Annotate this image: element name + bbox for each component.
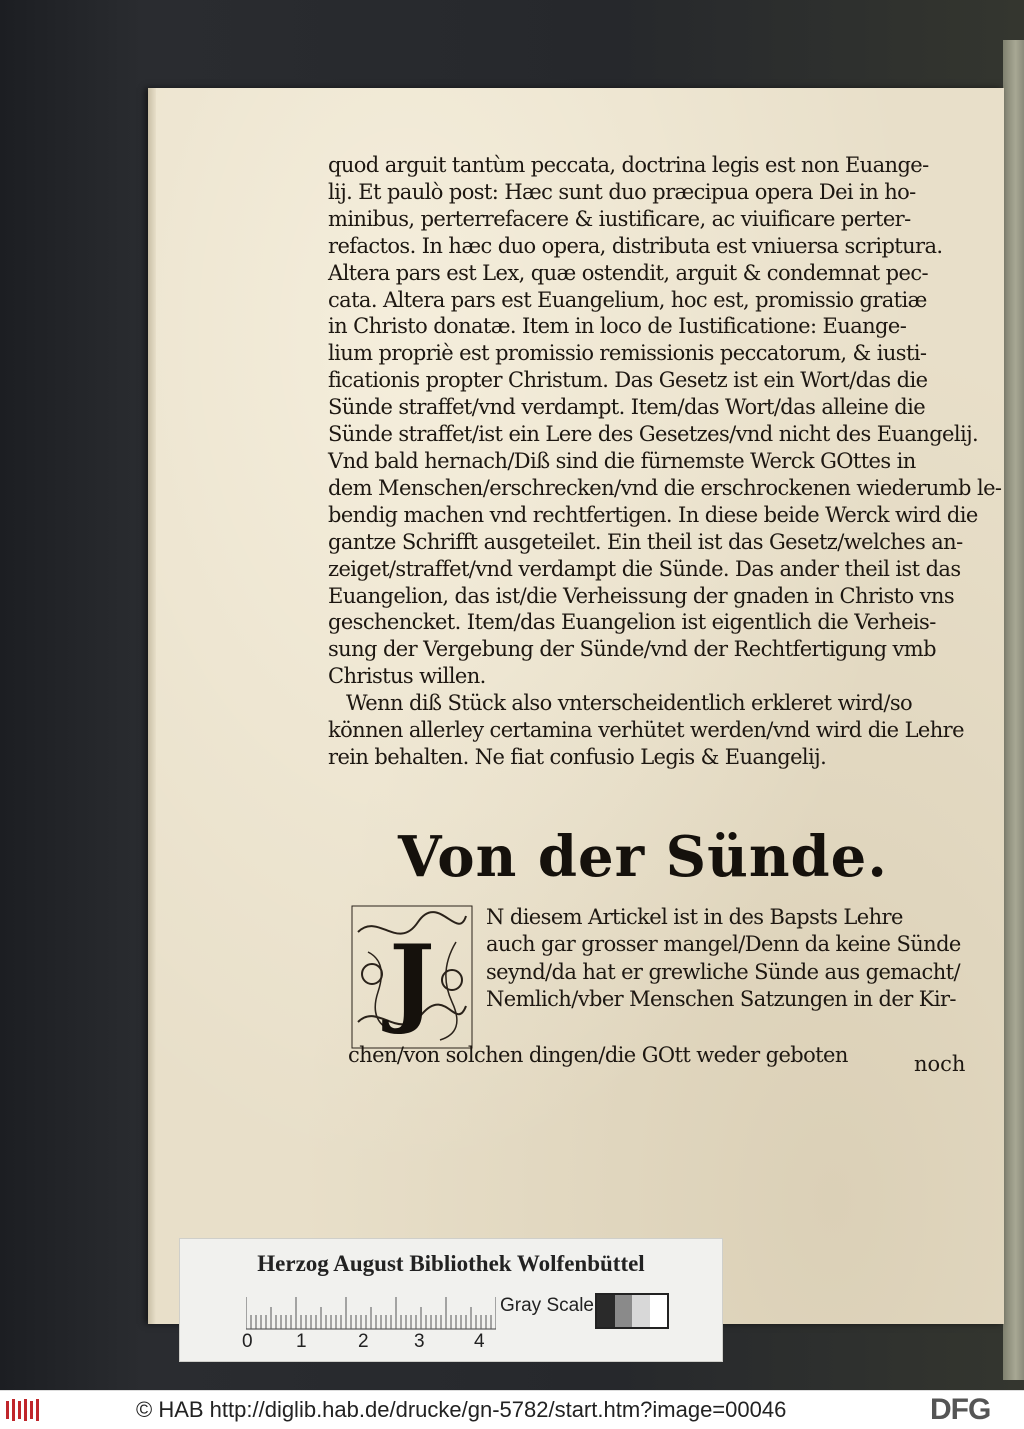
text-line: bendig machen vnd rechtfertigen. In diese beide Werck wird die xyxy=(328,502,978,527)
grayscale-swatches xyxy=(595,1293,669,1329)
text-line: refactos. In hæc duo opera, distributa est vniuersa scriptura. xyxy=(328,233,943,258)
swatch-light xyxy=(632,1295,650,1327)
text-line: minibus, perterrefacere & iustificare, ac viuificare perter- xyxy=(328,206,911,231)
text-line: ficationis propter Christum. Das Gesetz ist ein Wort/das die xyxy=(328,368,928,393)
color-target-strip xyxy=(179,1238,723,1362)
text-line: auch gar grosser mangel/Denn da keine Sünde xyxy=(486,932,961,957)
catchword: noch xyxy=(914,1052,966,1076)
section-text-full xyxy=(348,1042,968,1069)
swatch-white xyxy=(650,1295,668,1327)
text-line: können allerley certamina verhütet werden/vnd wird die Lehre xyxy=(328,718,964,743)
text-line: Christus willen. xyxy=(328,664,486,689)
text-line: zeiget/straffet/vnd verdampt die Sünde. Das ander theil ist das xyxy=(328,556,961,581)
ornament-icon xyxy=(348,902,476,1052)
text-line: N diesem Artickel ist in des Bapsts Lehre xyxy=(486,905,903,929)
page-edge xyxy=(148,88,156,1324)
grayscale-label: Gray Scale xyxy=(500,1295,594,1316)
text-line: Nemlich/vber Menschen Satzungen in der Kir- xyxy=(486,987,956,1012)
ruler-icon xyxy=(246,1293,496,1333)
library-title: Herzog August Bibliothek Wolfenbüttel xyxy=(257,1251,645,1276)
ruler-label: 3 xyxy=(414,1331,425,1352)
text-line: seynd/da hat er grewliche Sünde aus gemacht/ xyxy=(486,959,960,984)
ruler-label: 1 xyxy=(296,1331,307,1352)
hab-logo-icon xyxy=(4,1397,44,1423)
text-line: Wenn diß Stück also vnterscheidentlich erkleret wird/so xyxy=(346,691,913,716)
text-line: in Christo donatæ. Item in loco de Iustificatione: Euange- xyxy=(328,314,907,339)
dfg-logo: DFG xyxy=(930,1393,991,1426)
main-text xyxy=(328,152,1002,771)
section-text xyxy=(486,904,966,1014)
text-line: dem Menschen/erschrecken/vnd die erschrockenen wiederumb le- xyxy=(328,475,1002,500)
text-line: rein behalten. Ne fiat confusio Legis & Euangelij. xyxy=(328,744,827,769)
backing-board xyxy=(1003,40,1024,1380)
text-line: Sünde straffet/ist ein Lere des Gesetzes/vnd nicht des Euangelij. xyxy=(328,422,979,447)
ruler-label: 4 xyxy=(474,1331,485,1352)
decorated-initial xyxy=(348,902,476,1052)
swatch-gray xyxy=(615,1295,633,1327)
text-line: lium propriè est promissio remissionis peccatorum, & iusti- xyxy=(328,341,927,366)
text-line: Vnd bald hernach/Diß sind die fürnemste Werck GOttes in xyxy=(328,448,916,473)
text-line: geschencket. Item/das Euangelion ist eigentlich die Verheis- xyxy=(328,610,936,635)
swatch-black xyxy=(597,1295,615,1327)
text-line: chen/von solchen dingen/die GOtt weder geboten xyxy=(348,1043,848,1067)
ruler-labels xyxy=(240,1331,500,1355)
text-line: sung der Vergebung der Sünde/vnd der Rechtfertigung vmb xyxy=(328,637,936,662)
ruler-label: 0 xyxy=(242,1331,253,1352)
footer-link[interactable]: © HAB http://diglib.hab.de/drucke/gn-5782/start.htm?image=00046 xyxy=(136,1397,787,1422)
section-heading: Von der Sünde. xyxy=(398,824,888,890)
text-line: cata. Altera pars est Euangelium, hoc est, promissio gratiæ xyxy=(328,287,927,312)
text-line: quod arguit tantùm peccata, doctrina legis est non Euange- xyxy=(328,153,929,177)
text-line: Sünde straffet/vnd verdampt. Item/das Wort/das alleine die xyxy=(328,395,926,420)
text-line: Altera pars est Lex, quæ ostendit, arguit & condemnat pec- xyxy=(328,260,928,285)
text-line: Euangelion, das ist/die Verheissung der gnaden in Christo vns xyxy=(328,583,955,608)
ruler-label: 2 xyxy=(358,1331,369,1352)
text-line: gantze Schrifft ausgeteilet. Ein theil ist das Gesetz/welches an- xyxy=(328,529,963,554)
footer-bar xyxy=(0,1390,1024,1429)
text-line: lij. Et paulò post: Hæc sunt duo præcipua opera Dei in ho- xyxy=(328,179,916,204)
initial-letter: J xyxy=(389,924,435,1037)
